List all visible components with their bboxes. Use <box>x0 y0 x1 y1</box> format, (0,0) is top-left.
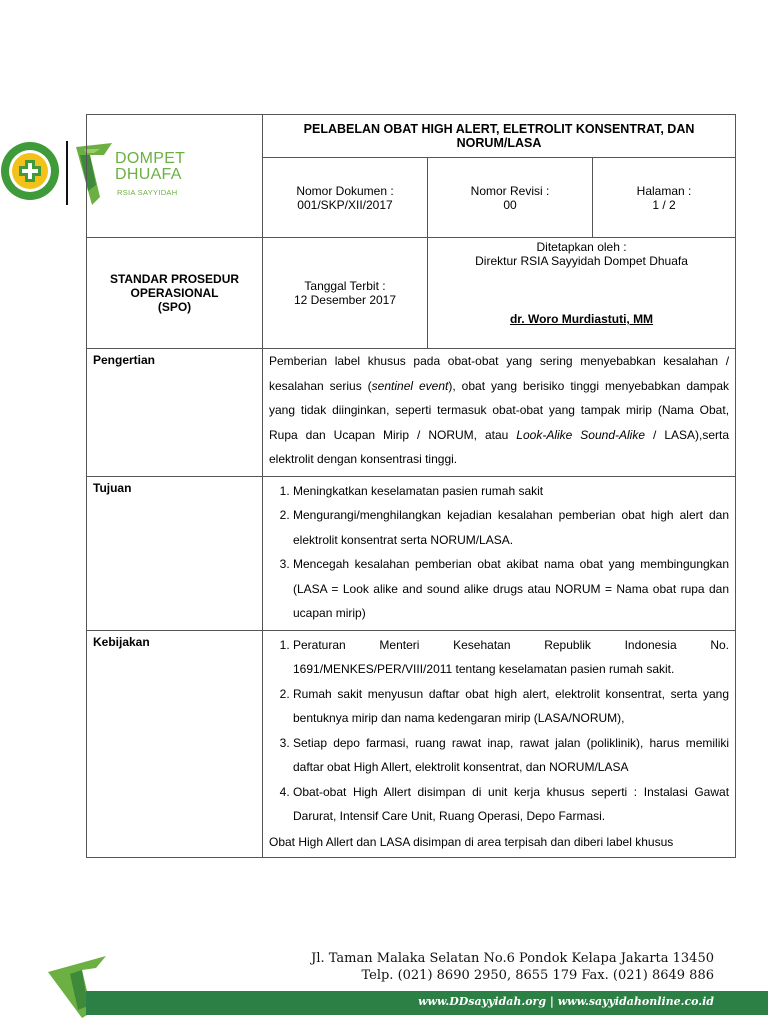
kebijakan-content <box>263 630 736 857</box>
spo-line-3: (SPO) <box>157 300 192 314</box>
spo-title-cell <box>87 238 263 349</box>
kebijakan-note: Obat High Allert dan LASA disimpan di area terpisah dan diberi label khusus <box>269 834 674 849</box>
logo-divider <box>66 141 68 205</box>
list-item: 3. Mencegah kesalahan pemberian obat akibat nama obat yang membingungkan (LASA = Look alike and sound alike drugs atau NORUM = Nama obat rupa dan ucapan mirip) <box>293 552 729 626</box>
spo-document-table <box>86 114 736 858</box>
list-item: 2. Rumah sakit menyusun daftar obat high alert, elektrolit konsentrat, serta yang bentuknya mirip dan nama kedengaran mirip (LASA/NORUM), <box>293 682 729 731</box>
tujuan-list <box>269 479 729 626</box>
issued-label: Tanggal Terbit : <box>304 279 386 293</box>
approved-by: Direktur RSIA Sayyidah Dompet Dhuafa <box>475 254 688 268</box>
tujuan-label: Tujuan <box>87 476 263 630</box>
page-cell <box>593 158 736 238</box>
page-label: Halaman : <box>636 183 692 198</box>
issued-date: 12 Desember 2017 <box>293 293 397 307</box>
footer-websites: www.DDsayyidah.org | www.sayyidahonline.co.id <box>418 995 714 1008</box>
approval-cell <box>428 238 736 349</box>
document-title: PELABELAN OBAT HIGH ALERT, ELETROLIT KONSENTRAT, DAN NORUM/LASA <box>263 115 736 158</box>
spo-line-1: STANDAR PROSEDUR <box>109 272 240 286</box>
issued-cell <box>263 238 428 349</box>
revision-cell <box>428 158 593 238</box>
doc-number-label: Nomor Dokumen : <box>296 183 394 198</box>
list-item: 2. Mengurangi/menghilangkan kejadian kesalahan pemberian obat high alert dan elektrolit konsentrat serta NORUM/LASA. <box>293 503 729 552</box>
list-item: 3. Setiap depo farmasi, ruang rawat inap, rawat jalan (poliklinik), harus memiliki daftar obat High Allert, elektrolit konsentrat, dan NORUM/LASA <box>293 731 729 780</box>
signer-name: dr. Woro Murdiastuti, MM <box>509 312 654 326</box>
rsia-seal-logo <box>0 135 62 203</box>
logo-cell <box>87 115 263 238</box>
logo-subtext: RSIA SAYYIDAH <box>117 188 178 197</box>
pengertian-label: Pengertian <box>87 349 263 477</box>
spo-line-2: OPERASIONAL <box>130 286 219 300</box>
doc-number-cell <box>263 158 428 238</box>
list-item: 1. Meningkatkan keselamatan pasien rumah sakit <box>293 479 729 504</box>
footer-phone: Telp. (021) 8690 2950, 8655 179 Fax. (021) 8649 886 <box>361 968 714 983</box>
revision-value: 00 <box>503 197 517 212</box>
footer-address: Jl. Taman Malaka Selatan No.6 Pondok Kelapa Jakarta 13450 <box>311 951 714 966</box>
list-item: 1. Peraturan Menteri Kesehatan Republik Indonesia No. 1691/MENKES/PER/VIII/2011 tentang keselamatan pasien rumah sakit. <box>293 633 729 682</box>
approved-label: Ditetapkan oleh : <box>536 240 627 254</box>
revision-label: Nomor Revisi : <box>470 183 550 198</box>
kebijakan-list <box>269 633 729 829</box>
tujuan-content <box>263 476 736 630</box>
pengertian-content <box>263 349 736 477</box>
doc-number-value: 001/SKP/XII/2017 <box>297 197 393 212</box>
kebijakan-label: Kebijakan <box>87 630 263 857</box>
page-value: 1 / 2 <box>652 197 676 212</box>
pengertian-paragraph: Pemberian label khusus pada obat-obat yang sering menyebabkan kesalahan / kesalahan serius (sentinel event), obat yang berisiko tinggi menyebabkan dampak yang tidak diinginkan, seperti termasuk obat-obat yang tampak mirip (Nama Obat, Rupa dan Ucapan Mirip / NORUM, atau Look-Alike Sound-Alike / LASA),serta elektrolit dengan konsentrasi tinggi. <box>269 354 730 466</box>
page-footer <box>0 940 768 1024</box>
dompet-dhuafa-wordmark: DOMPET DHUAFA <box>115 150 186 183</box>
list-item: 4. Obat-obat High Allert disimpan di unit kerja khusus seperti : Instalasi Gawat Darurat, Intensif Care Unit, Ruang Operasi, Depo Farmasi. <box>293 780 729 829</box>
footer-address-block <box>311 950 714 984</box>
